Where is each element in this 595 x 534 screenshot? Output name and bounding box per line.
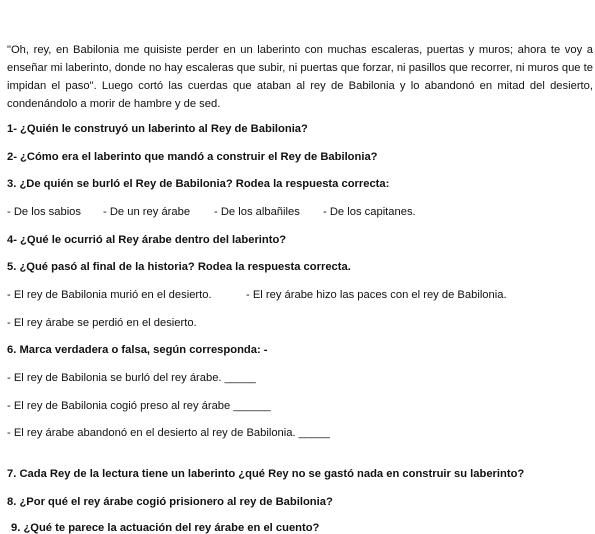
true-false-item-2: - El rey de Babilonia cogió preso al rey árabe ______	[7, 400, 271, 412]
question-2: 2- ¿Cómo era el laberinto que mandó a construir el Rey de Babilonia?	[7, 151, 378, 163]
option-albaniles[interactable]: - De los albañiles	[214, 206, 300, 218]
question-4: 4- ¿Qué le ocurrió al Rey árabe dentro del laberinto?	[7, 234, 287, 246]
option-rey-arabe[interactable]: - De un rey árabe	[103, 206, 191, 218]
question-7: 7. Cada Rey de la lectura tiene un laberinto ¿qué Rey no se gastó nada en construir su laberinto?	[7, 468, 525, 480]
question-3-options	[7, 206, 416, 218]
true-false-item-3: - El rey árabe abandonó en el desierto al rey de Babilonia. _____	[7, 427, 330, 439]
true-false-item-1: - El rey de Babilonia se burló del rey árabe. _____	[7, 372, 256, 384]
option-sabios[interactable]: - De los sabios	[7, 206, 81, 218]
question-1: 1- ¿Quién le construyó un laberinto al Rey de Babilonia?	[7, 123, 308, 135]
option-murio-desierto[interactable]: - El rey de Babilonia murió en el desierto.	[7, 289, 212, 301]
question-3: 3. ¿De quién se burló el Rey de Babilonia? Rodea la respuesta correcta:	[7, 178, 390, 190]
option-perdio-desierto[interactable]: - El rey árabe se perdió en el desierto.	[7, 317, 197, 329]
option-hizo-paces[interactable]: - El rey árabe hizo las paces con el rey de Babilonia.	[246, 289, 507, 301]
story-paragraph: "Oh, rey, en Babilonia me quisiste perder en un laberinto con muchas escaleras, puertas y muros; ahora te voy a enseñar mi laberinto, donde no hay escaleras que subir, ni puertas que forzar, ni pasillos que recorrer, ni muros que te impidan el paso". Luego cortó las cuerdas que ataban al rey de Babilonia y lo abandonó en mitad del desierto, condenándolo a morir de hambre y de sed.	[7, 44, 593, 110]
question-5: 5. ¿Qué pasó al final de la historia? Rodea la respuesta correcta.	[7, 261, 351, 273]
question-8: 8. ¿Por qué el rey árabe cogió prisionero al rey de Babilonia?	[7, 496, 333, 508]
option-capitanes[interactable]: - De los capitanes.	[323, 206, 416, 218]
question-5-options-row	[7, 289, 507, 301]
question-6: 6. Marca verdadera o falsa, según corresponda: -	[7, 344, 268, 356]
question-9: 9. ¿Qué te parece la actuación del rey árabe en el cuento?	[11, 522, 320, 534]
